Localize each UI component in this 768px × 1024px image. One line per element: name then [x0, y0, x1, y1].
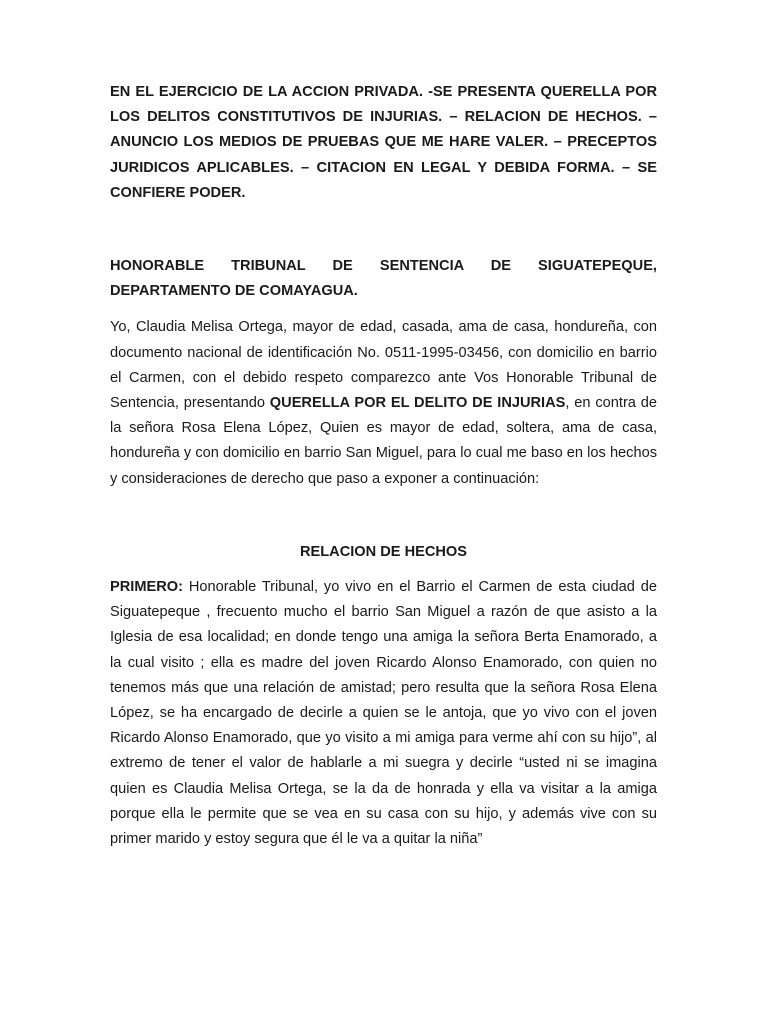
- intro-text-after: , en contra de la señora Rosa Elena López, Quien es mayor de edad, soltera, ama de casa, hondureña y con domicilio en barrio San Miguel, para lo cual me baso en los hechos y consideraciones de derecho que paso a exponer a continuación:: [110, 395, 658, 487]
- intro-text-before: Yo, Claudia Melisa Ortega, mayor de edad, casada, ama de casa, hondureña, con documento nacional de identificación No. 0511-1995-03456, con domicilio en barrio el Carmen, con el debido respeto comparezco ante Vos Honorable Tribunal de Sentencia, presentando: [110, 319, 657, 412]
- document-page: [110, 80, 657, 852]
- section-title: RELACION DE HECHOS: [299, 543, 468, 560]
- primero-paragraph: [110, 575, 657, 852]
- primero-text: Honorable Tribunal, yo vivo en el Barrio el Carmen de esta ciudad de Siguatepeque , frecuento mucho el barrio San Miguel a razón de que asisto a la Iglesia de esa localidad; en donde tengo una amiga la señora Berta Enamorado, a la cual visito ; ella es madre del joven Ricardo Alonso Enamorado, con quien no tenemos más que una relación de amistad; pero resulta que la señora Rosa Elena López, se ha encargado de decirle a quien se le antoja, que yo vivo con el joven Ricardo Alonso Enamorado, que yo visito a mi amiga para verme ahí con su hijo”, al extremo de tener el valor de hablarle a mi suegra y decirle “usted ni se imagina quien es Claudia Melisa Ortega, se la da de honrada y ella va visitar a la amiga porque ella le permite que se vea en su casa con su hijo, y además vive con su primer marido y estoy segura que él le va a quitar la niña”: [110, 579, 657, 848]
- addressee: HONORABLE TRIBUNAL DE SENTENCIA DE SIGUATEPEQUE, DEPARTAMENTO DE COMAYAGUA.: [110, 258, 657, 300]
- intro-paragraph: [110, 315, 657, 491]
- primero-label: PRIMERO:: [110, 579, 183, 596]
- intro-text-bold: QUERELLA POR EL DELITO DE INJURIAS: [269, 395, 566, 412]
- document-header: EN EL EJERCICIO DE LA ACCION PRIVADA. -SE PRESENTA QUERELLA POR LOS DELITOS CONSTITUTIVOS DE INJURIAS. – RELACION DE HECHOS. – ANUNCIO LOS MEDIOS DE PRUEBAS QUE ME HARE VALER. – PRECEPTOS JURIDICOS APLICABLES. – CITACION EN LEGAL Y DEBIDA FORMA. – SE CONFIERE PODER.: [110, 84, 657, 201]
